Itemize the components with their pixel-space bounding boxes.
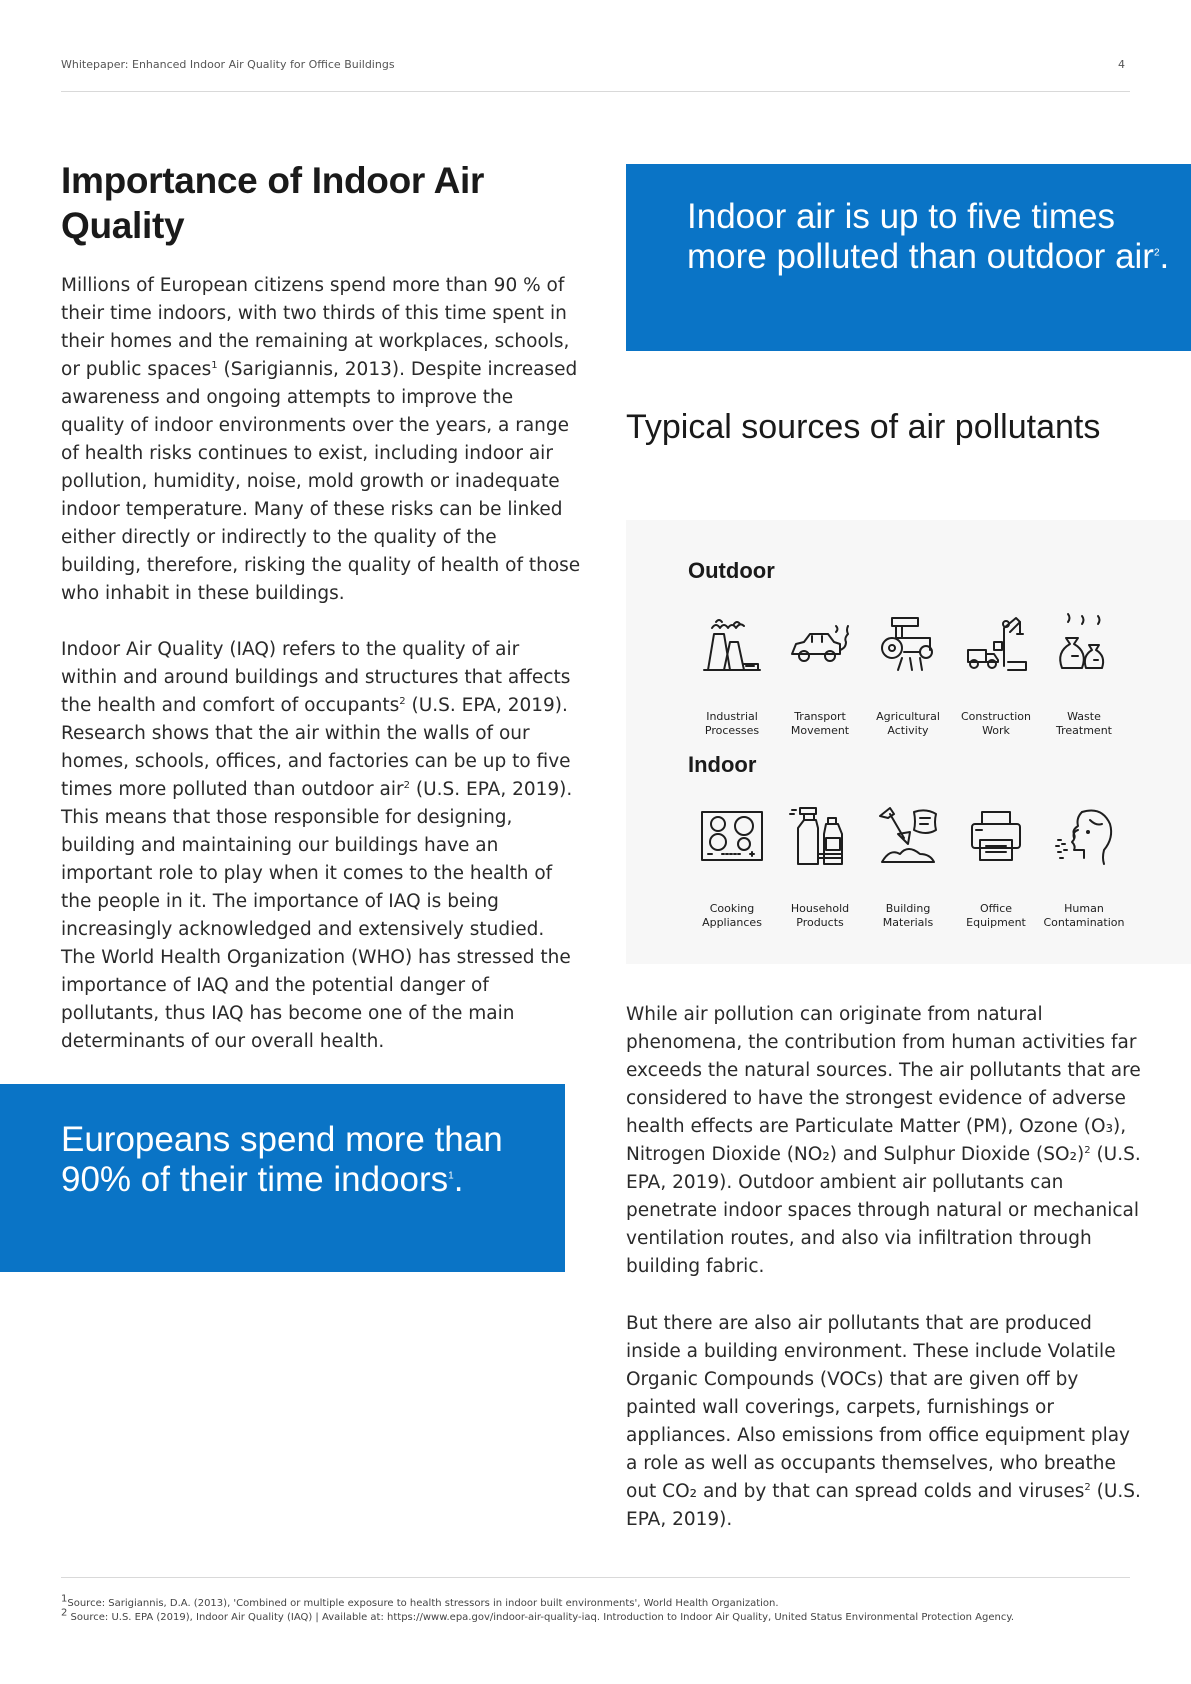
indoor-label: Indoor [688, 752, 757, 777]
pull-quote-text: Europeans spend more than 90% of their time indoors$^1$. [61, 1120, 503, 1199]
intro-paragraph: Millions of European citizens spend more than 90 % of their time indoors, with two thirds of this time spent in their homes and the remaining at workplaces, schools, or public spaces$^1$ (Sarigiannis, 2013). Despite increased awareness and ongoing attempts to improve the quality of indoor environments over the years, a range of health risks continues to exist, including indoor air pollution, humidity, noise, mold growth or inadequate indoor temperature. Many of these risks can be linked either directly or indirectly to the quality of the building, therefore, risking the quality of health of those who inhabit in these buildings. [61, 275, 581, 604]
source-building-materials [864, 804, 952, 930]
printer-icon [964, 804, 1028, 868]
source-label: Construction Work [960, 710, 1032, 737]
pollutant-sources-panel [626, 520, 1191, 964]
source-human [1040, 804, 1128, 930]
car-exhaust-icon [788, 612, 852, 676]
section-heading-sources: Typical sources of air pollutants [626, 408, 1101, 446]
trowel-sack-icon [876, 804, 940, 868]
source-household [776, 804, 864, 930]
outdoor-pollutants-paragraph: While air pollution can originate from natural phenomena, the contribution from human activities far exceeds the natural sources. The air pollutants that are considered to have the strongest evidence of adverse health effects are Particulate Matter (PM), Ozone (O₃), Nitrogen Dioxide (NO₂) and Sulphur Dioxide $(SO_2)^2$ (U.S. EPA, 2019). Outdoor ambient air pollutants can penetrate indoor spaces through natural or mechanical ventilation routes, and also via infiltration through building fabric. [626, 1004, 1141, 1277]
source-office-equipment [952, 804, 1040, 930]
indoor-pollutants-paragraph: But there are also air pollutants that are produced inside a building environment. These include Volatile Organic Compounds (VOCs) that are given off by painted wall coverings, carpets, furnishings or appliances. Also emissions from office equipment play a role as well as occupants themselves, who breathe out CO₂ and by that can spread colds and viruses$^2$ (U.S. EPA, 2019). [626, 1313, 1141, 1530]
footnotes [61, 1593, 1141, 1625]
footer-divider [61, 1577, 1130, 1578]
header-divider [61, 91, 1130, 92]
source-label: Household Products [790, 902, 850, 929]
crane-truck-icon [964, 612, 1028, 676]
document-header-title: Whitepaper: Enhanced Indoor Air Quality for Office Buildings [61, 58, 395, 71]
waste-bag-icon [1052, 612, 1116, 676]
source-cooking [688, 804, 776, 930]
source-label: Industrial Processes [704, 710, 760, 737]
source-label: Human Contamination [1043, 902, 1125, 929]
page-title: Importance of Indoor Air Quality [61, 160, 485, 246]
source-label: Cooking Appliances [702, 902, 762, 929]
spray-bottle-icon [788, 804, 852, 868]
source-label: Waste Treatment [1056, 710, 1112, 737]
factory-icon [700, 612, 764, 676]
footnote: $^2$ Source: U.S. EPA (2019), Indoor Air Quality (IAQ) | Available at: https://www.epa.gov/indoor-air-quality-iaq. Introduction to Indoor Air Quality, United Status Environmental Protection Agency. [61, 1607, 1014, 1623]
pull-quote-europeans [0, 1084, 565, 1272]
source-waste [1040, 612, 1128, 738]
cooktop-icon [700, 804, 764, 868]
footnote: $^1$Source: Sarigiannis, D.A. (2013), 'Combined or multiple exposure to health stressors in indoor built environments', World Health Organization. [61, 1593, 779, 1609]
page-number: 4 [1118, 58, 1125, 71]
sneeze-icon [1052, 804, 1116, 868]
tractor-icon [876, 612, 940, 676]
source-transport [776, 612, 864, 738]
source-label: Agricultural Activity [876, 710, 940, 737]
pull-quote-indoor-air [626, 164, 1191, 351]
source-label: Transport Movement [790, 710, 850, 737]
source-label: Building Materials [882, 902, 934, 929]
source-industrial [688, 612, 776, 738]
source-agricultural [864, 612, 952, 738]
source-label: Office Equipment [966, 902, 1026, 929]
pull-quote-text: Indoor air is up to five times more polluted than outdoor air$^2$. [687, 197, 1170, 276]
outdoor-label: Outdoor [688, 558, 775, 583]
iaq-definition-paragraph: Indoor Air Quality (IAQ) refers to the quality of air within and around buildings and structures that affects the health and comfort of occupants$^2$ (U.S. EPA, 2019). Research shows that the air within the walls of our homes, schools, offices, and factories can be up to five times more polluted than outdoor air$^2$ (U.S. EPA, 2019). This means that those responsible for designing, building and maintaining our buildings have an important role to play when it comes to the health of the people in it. The importance of IAQ is being increasingly acknowledged and extensively studied. The World Health Organization (WHO) has stressed the importance of IAQ and the potential danger of pollutants, thus IAQ has become one of the main determinants of our overall health. [61, 639, 573, 1052]
source-construction [952, 612, 1040, 738]
